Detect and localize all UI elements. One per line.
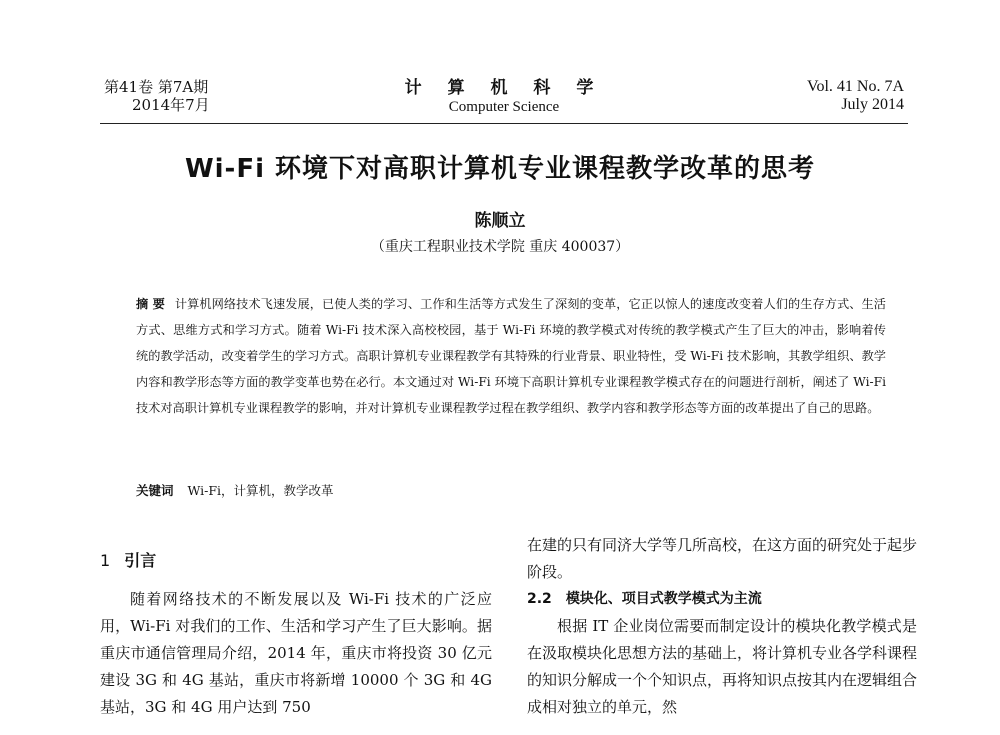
abstract-label: 摘 要: [136, 297, 165, 311]
section-number: 1: [100, 551, 111, 570]
left-column: [100, 547, 492, 721]
keywords: [136, 481, 334, 499]
volume-issue: 第41卷 第7A期: [104, 78, 209, 96]
header-center: [104, 78, 904, 116]
author-name: 陈顺立: [474, 211, 526, 231]
running-header: [104, 78, 904, 122]
date-en: July 2014: [841, 96, 904, 113]
keywords-label: 关键词: [136, 483, 174, 498]
paper-title: Wi-Fi 环境下对高职计算机专业课程教学改革的思考: [184, 154, 816, 184]
abstract-text: 计算机网络技术飞速发展，已使人类的学习、工作和生活等方式发生了深刻的变革，它正以惊人的速度改变着人们的生存方式、生活方式、思维方式和学习方式。随着 Wi-Fi 技术深入高校校园，基于 Wi-Fi 环境的教学模式对传统的教学模式产生了巨大的冲击，影响着传统的教学活动，改变着学生的学习方式。高职计算机专业课程教学有其特殊的行业背景、职业特性，受 Wi-Fi 技术影响，其教学组织、教学内容和教学形态等方面的教学变革也势在必行。本文通过对 Wi-Fi 环境下高职计算机专业课程教学模式存在的问题进行剖析，阐述了 Wi-Fi 技术对高职计算机专业课程教学的影响，并对计算机专业课程教学过程在教学组织、教学内容和教学形态等方面的改革提出了自己的思路。: [136, 297, 886, 415]
keywords-text: Wi-Fi，计算机，教学改革: [187, 483, 334, 498]
abstract: [136, 291, 886, 421]
affiliation: （重庆工程职业技术学院 重庆 400037）: [370, 239, 630, 255]
subsection-number: 2.2: [527, 591, 552, 607]
volume-en: Vol. 41 No. 7A: [806, 78, 904, 95]
right-column: [527, 532, 917, 721]
header-rule: [100, 123, 908, 124]
body-paragraph: 随着网络技术的不断发展以及 Wi-Fi 技术的广泛应用，Wi-Fi 对我们的工作、生活和学习产生了巨大影响。据重庆市通信管理局介绍，2014 年，重庆市将投资 30 亿元建设 3G 和 4G 基站，重庆市将新增 10000 个 3G 和 4G 基站，3G 和 4G 用户达到 750: [100, 590, 492, 716]
body-paragraph-continued: 在建的只有同济大学等几所高校，在这方面的研究处于起步阶段。: [527, 536, 918, 581]
subsection-heading: [527, 586, 917, 613]
body-paragraph: 根据 IT 企业岗位需要而制定设计的模块化教学模式是在汲取模块化思想方法的基础上，将计算机专业各学科课程的知识分解成一个个知识点，再将知识点按其内在逻辑组合成相对独立的单元，然: [527, 617, 918, 716]
subsection-title: 模块化、项目式教学模式为主流: [565, 591, 762, 607]
date-cn: 2014年7月: [132, 96, 210, 114]
header-right: [807, 78, 904, 114]
journal-name-cn: 计 算 机 科 学: [404, 78, 604, 98]
section-title: 引言: [124, 551, 157, 570]
journal-name-en: Computer Science: [448, 99, 560, 115]
section-heading: [100, 547, 492, 574]
